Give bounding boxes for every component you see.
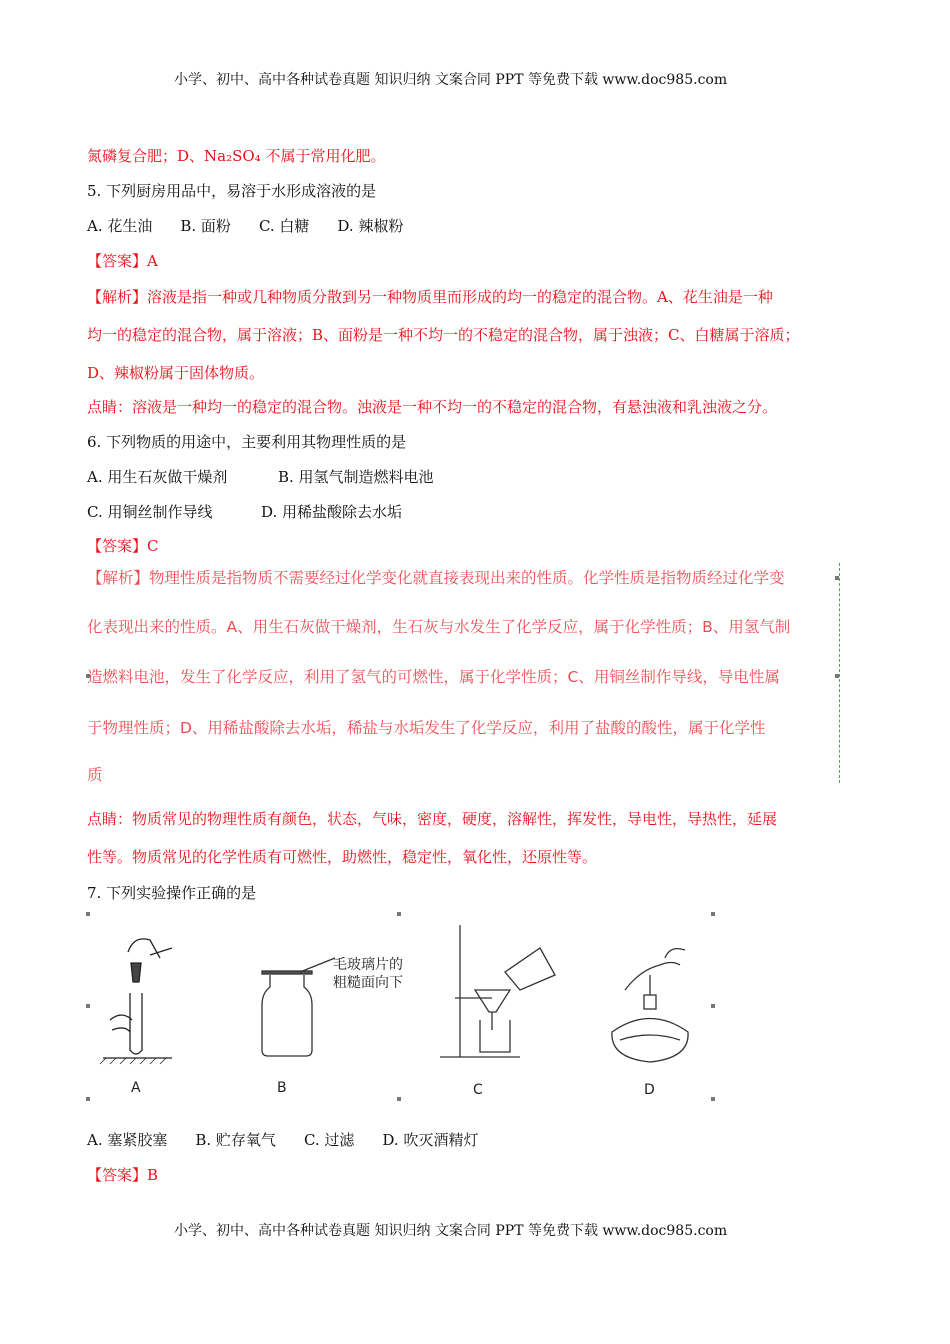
figure-label-d: D (644, 1082, 655, 1098)
analysis-line: 造燃料电池，发生了化学反应，利用了氢气的可燃性，属于化学性质；C、用铜丝制作导线，导电性属 (87, 668, 780, 686)
figure-d-alcohol-lamp (612, 949, 688, 1062)
question-6-option-c: C. 用铜丝制作导线 (87, 503, 213, 521)
page-header: 小学、初中、高中各种试卷真题 知识归纳 文案合同 PPT 等免费下载 www.doc985.com (174, 72, 728, 88)
figure-label-b: B (277, 1080, 287, 1096)
answer-5: 【答案】A (87, 252, 158, 270)
box-handle (835, 576, 839, 580)
analysis-line: D、辣椒粉属于固体物质。 (87, 364, 265, 382)
tip-5: 点睛：溶液是一种均一的稳定的混合物。浊液是一种不均一的不稳定的混合物，有悬浊液和乳浊液之分。 (87, 398, 778, 416)
page-footer: 小学、初中、高中各种试卷真题 知识归纳 文案合同 PPT 等免费下载 www.doc985.com (174, 1223, 728, 1239)
figure-note: 毛玻璃片的 (333, 957, 403, 973)
analysis-line: 【解析】溶液是指一种或几种物质分散到另一种物质里而形成的均一的稳定的混合物。A、花生油是一种 (87, 288, 773, 306)
option-b: B. 贮存氧气 (195, 1131, 276, 1149)
tip-6: 性等。物质常见的化学性质有可燃性，助燃性，稳定性，氧化性，还原性等。 (87, 848, 598, 866)
figure-note: 粗糙面向下 (333, 975, 403, 991)
option-a: A. 塞紧胶塞 (87, 1131, 168, 1149)
analysis-line: 化表现出来的性质。A、用生石灰做干燥剂，生石灰与水发生了化学反应，属于化学性质；B、用氢气制 (87, 618, 791, 636)
question-6-option-a: A. 用生石灰做干燥剂 (87, 468, 228, 486)
question-7: 7. 下列实验操作正确的是 (87, 884, 257, 902)
analysis-line: 于物理性质；D、用稀盐酸除去水垢，稀盐与水垢发生了化学反应，利用了盐酸的酸性，属于化学性 (87, 719, 766, 737)
question-6-option-b: B. 用氢气制造燃料电池 (278, 468, 434, 486)
box-handle (835, 674, 839, 678)
question-5: 5. 下列厨房用品中，易溶于水形成溶液的是 (87, 182, 377, 200)
figure-label-c: C (473, 1082, 483, 1098)
question-6-option-d: D. 用稀盐酸除去水垢 (261, 503, 403, 521)
question-5-options (87, 216, 431, 236)
figure-b-gas-bottle (262, 958, 335, 1056)
option-c: C. 白糖 (258, 217, 310, 235)
analysis-line: 质 (87, 766, 103, 784)
tip-6: 点睛：物质常见的物理性质有颜色，状态，气味，密度，硬度，溶解性，挥发性，导电性，导热性，延展 (87, 810, 778, 828)
option-a: A. 花生油 (87, 217, 153, 235)
option-b: B. 面粉 (180, 217, 231, 235)
text-line: 氮磷复合肥；D、Na₂SO₄ 不属于常用化肥。 (87, 147, 386, 165)
option-d: D. 吹灭酒精灯 (382, 1131, 479, 1149)
figure-c-filtration (440, 925, 555, 1057)
figure-label-a: A (131, 1080, 141, 1096)
question-7-options (87, 1130, 506, 1150)
question-6: 6. 下列物质的用途中，主要利用其物理性质的是 (87, 433, 407, 451)
analysis-line: 均一的稳定的混合物，属于溶液；B、面粉是一种不均一的不稳定的混合物，属于浊液；C、白糖属于溶质； (87, 326, 800, 344)
option-c: C. 过滤 (303, 1131, 355, 1149)
figure-a-test-tube (100, 939, 172, 1064)
answer-6: 【答案】C (87, 537, 159, 555)
option-d: D. 辣椒粉 (337, 217, 404, 235)
analysis-line: 【解析】物理性质是指物质不需要经过化学变化就直接表现出来的性质。化学性质是指物质经过化学变 (87, 569, 785, 587)
answer-7: 【答案】B (87, 1166, 159, 1184)
